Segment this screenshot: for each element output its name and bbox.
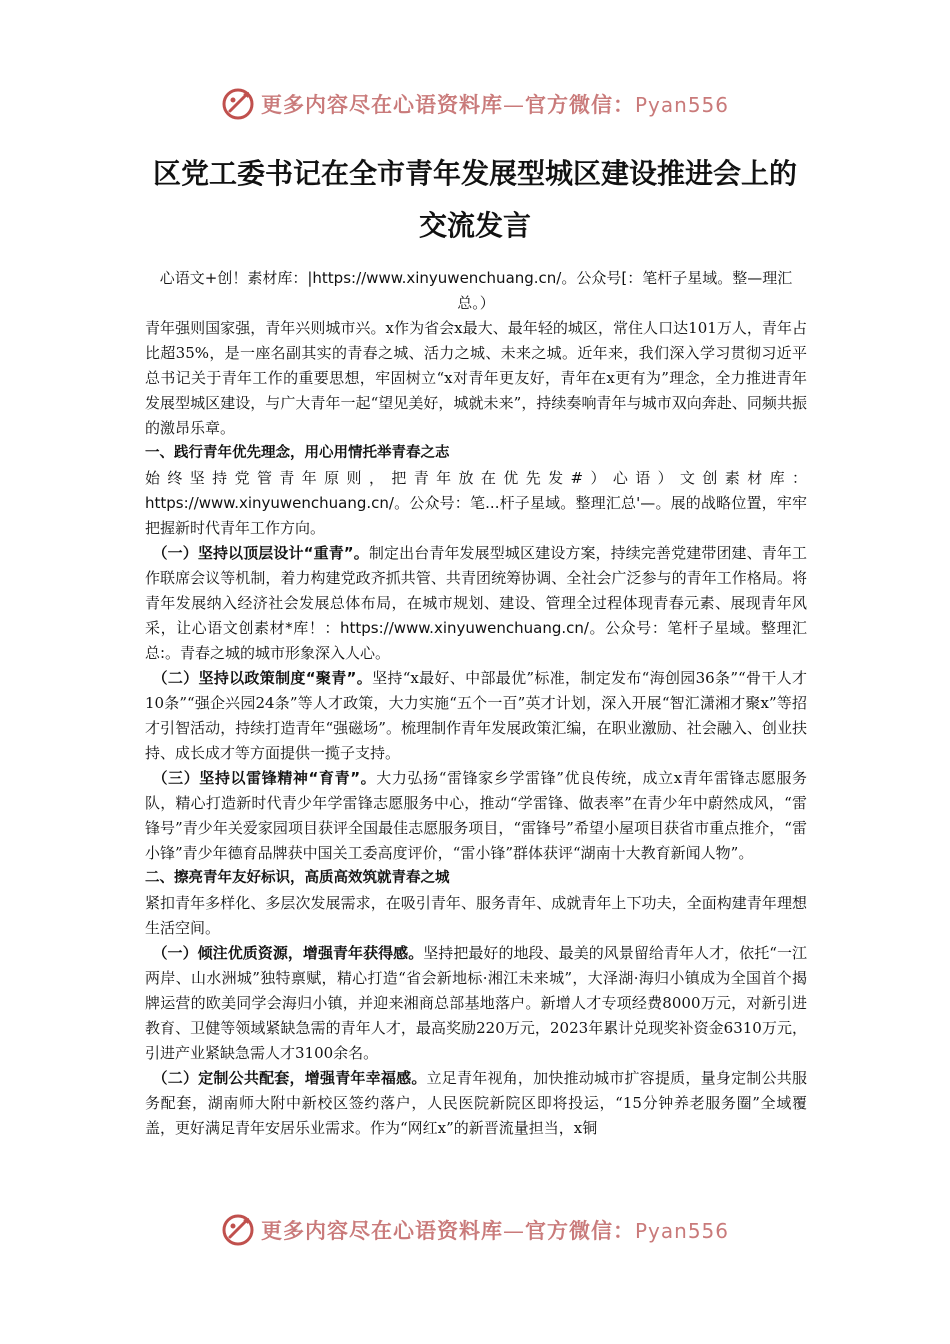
footer-banner [0,1210,950,1250]
document-body [145,266,807,1141]
section-2-item-1 [145,941,807,1066]
banner-text [261,89,729,119]
section-1-item-1-title: （一）坚持以顶层设计“重青”。 [152,544,369,562]
banner-prefix: 更多内容尽在心语资料库 [260,1219,503,1243]
banner-dash: — [502,93,525,117]
banner-suffix: 官方微信： [524,1219,635,1243]
brand-logo-icon [221,1213,255,1247]
intro-paragraph: 青年强则国家强，青年兴则城市兴。x作为省会x最大、最年轻的城区，常住人口达101万人，青年占比超35%，是一座名副其实的青春之城、活力之城、未来之城。近年来，我们深入学习贯彻习近平总书记关于青年工作的重要思想，牢固树立“x对青年更友好，青年在x更有为”理念，全力推进青年发展型城区建设，与广大青年一起“望见美好，城就未来”，持续奏响青年与城市双向奔赴、同频共振的激昂乐章。 [145,319,807,437]
section-1-item-2-text: 坚持“x最好、中部最优”标准，制定发布“海创园36条”“骨干人才10条”“强企兴园24条”等人才政策，大力实施“五个一百”英才计划，深入开展“智汇潇湘才聚x”等招才引智活动，持续打造青年“强磁场”。梳理制作青年发展政策汇编，在职业激励、社会融入、创业扶持、成长成才等方面提供一揽子支持。 [145,669,807,762]
banner-wechat-id: Pyan556 [634,93,729,117]
title-line-2: 交流发言 [418,209,531,242]
banner-wechat-id: Pyan556 [634,1219,729,1243]
section-1-item-1-text: 制定出台青年发展型城区建设方案，持续完善党建带团建、青年工作联席会议等机制，着力构建党政齐抓共管、共青团统筹协调、全社会广泛参与的青年工作格局。将青年发展纳入经济社会发展总体布局，在城市规划、建设、管理全过程体现青春元素、展现青年风采，让心语文创素材*库！：https://www.xinyuwenchuang.cn/。公众号：笔杆子星域。整理汇总:。青春之城的城市形象深入人心。 [145,544,807,662]
section-2-heading: 二、擦亮青年友好标识，高质高效筑就青春之城 [145,870,450,886]
header-banner [0,84,950,124]
section-2-lead: 紧扣青年多样化、多层次发展需求，在吸引青年、服务青年、成就青年上下功夫，全面构建青年理想生活空间。 [145,894,807,937]
section-2-item-1-text: 坚持把最好的地段、最美的风景留给青年人才，依托“一江两岸、山水洲城”独特禀赋，精心打造“省会新地标·湘江未来城”，大泽湖·海归小镇成为全国首个揭牌运营的欧美同学会海归小镇，并迎来湘商总部基地落户。新增人才专项经费8000万元，对新引进教育、卫健等领域紧缺急需的青年人才，最高奖励220万元，2023年累计兑现奖补资金6310万元，引进产业紧缺急需人才3100余名。 [145,944,807,1062]
section-1-item-2 [145,666,807,766]
source-note: 心语文+创！素材库：|https://www.xinyuwenchuang.cn/。公众号[：笔杆子星域。整—理汇总。） [159,269,793,312]
section-1-item-3 [145,766,807,866]
section-2-item-2-title: （二）定制公共配套，增强青年幸福感。 [152,1069,427,1087]
section-1-item-3-text: 大力弘扬“雷锋家乡学雷锋”优良传统，成立x青年雷锋志愿服务队，精心打造新时代青少年学雷锋志愿服务中心，推动“学雷锋、做表率”在青少年中蔚然成风，“雷锋号”青少年关爱家园项目获评全国最佳志愿服务项目，“雷锋号”希望小屋项目获省市重点推介，“雷小锋”青少年德育品牌获中国关工委高度评价，“雷小锋”群体获评“湖南十大教育新闻人物”。 [145,769,807,862]
banner-suffix: 官方微信： [524,93,635,117]
section-1-heading: 一、践行青年优先理念，用心用情托举青春之志 [145,445,450,461]
section-1-lead: 始终坚持党管青年原则，把青年放在优先发#）心语）文创素材库：https://www.xinyuwenchuang.cn/。公众号：笔...杆子星域。整理汇总'—。展的战略位置，牢牢把握新时代青年工作方向。 [145,469,807,537]
section-2-item-2 [145,1066,807,1141]
title-line-1: 区党工委书记在全市青年发展型城区建设推进会上的 [152,157,797,190]
banner-text [261,1215,729,1245]
section-2-item-2-text: 立足青年视角，加快推动城市扩容提质，量身定制公共服务配套，湖南师大附中新校区签约落户，人民医院新院区即将投运，“15分钟养老服务圈”全域覆盖，更好满足青年安居乐业需求。作为“网红x”的新晋流量担当，x铜 [145,1069,807,1137]
banner-dash: — [502,1219,525,1243]
section-2-item-1-title: （一）倾注优质资源，增强青年获得感。 [152,944,424,962]
brand-logo-icon [221,87,255,121]
banner-prefix: 更多内容尽在心语资料库 [260,93,503,117]
section-1-item-1 [145,541,807,666]
document-title [100,148,850,252]
section-1-item-3-title: （三）坚持以雷锋精神“育青”。 [152,769,377,787]
section-1-item-2-title: （二）坚持以政策制度“聚青”。 [152,669,373,687]
